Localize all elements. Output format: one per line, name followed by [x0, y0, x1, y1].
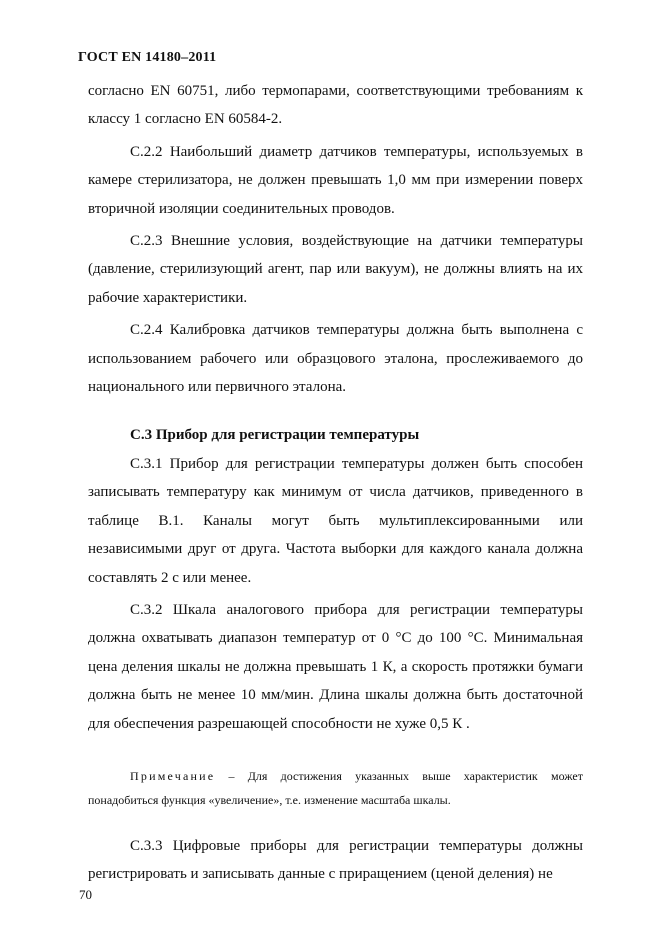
note [88, 764, 583, 812]
note-label: Примечание [130, 768, 216, 783]
paragraph-c-2-2: С.2.2 Наибольший диаметр датчиков температуры, используемых в камере стерилизатора, не должен превышать 1,0 мм при измерении поверх вторичной изоляции соединительных проводов. [88, 143, 583, 217]
document-body [88, 77, 583, 889]
paragraph-c-3-1: С.3.1 Прибор для регистрации температуры должен быть способен записывать температуру как минимум от числа датчиков, приведенного в таблице В.1. Каналы могут быть мультиплексированными или независимыми друг от друга. Частота выборки для каждого канала должна составлять 2 с или менее. [88, 455, 583, 586]
paragraph-c-3-2: С.3.2 Шкала аналогового прибора для регистрации температуры должна охватывать диапазон температур от 0 °С до 100 °С. Минимальная цена деления шкалы не должна превышать 1 К, а скорость протяжки бумаги должна быть не менее 10 мм/мин. Длина шкалы должна быть достаточной для обеспечения разрешающей способности не хуже 0,5 К . [88, 601, 583, 732]
paragraph-c-2-3: С.2.3 Внешние условия, воздействующие на датчики температуры (давление, стерилизующий агент, пар или вакуум), не должны влиять на их рабочие характеристики. [88, 233, 583, 306]
document-header: ГОСТ EN 14180–2011 [78, 50, 217, 65]
paragraph-c-3-3: С.3.3 Цифровые приборы для регистрации температуры должны регистрировать и записывать данные с приращением (ценой деления) не [88, 837, 583, 883]
paragraph-c-2-4: С.2.4 Калибровка датчиков температуры должна быть выполнена с использованием рабочего или образцового эталона, прослеживаемого до национального или первичного эталона. [88, 322, 583, 396]
note-text: – Для достижения указанных выше характеристик может понадобиться функция «увеличение», т.е. изменение масштаба шкалы. [88, 768, 583, 807]
section-title-c-3: С.3 Прибор для регистрации температуры [130, 427, 420, 444]
paragraph-continuation: согласно EN 60751, либо термопарами, соответствующими требованиям к классу 1 согласно EN 60584-2. [88, 83, 583, 128]
page-number: 70 [79, 887, 92, 902]
